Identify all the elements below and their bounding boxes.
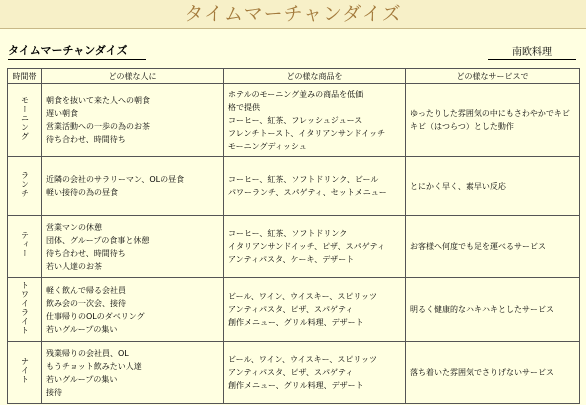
product-line: 創作メニュー、グリル料理、デザート [228,318,364,327]
people-line: 飲み会の一次会、接待 [46,298,126,308]
time-cell [8,84,42,157]
people-line: 待ち合わせ、時間待ち [46,135,126,144]
people-line: 団体、グループの食事と休憩 [46,235,150,245]
product-line: アンティパスタ、ピザ、スパゲティ [228,368,354,377]
people-line: もうチョット飲みたい人達 [46,361,142,371]
title-bar [0,0,586,29]
service-cell [406,278,580,342]
products-cell [224,278,406,342]
product-line: モーニングディッシュ [228,141,307,151]
products-cell [224,157,406,216]
service-text: 明るく健康的なハキハキとしたサービス [410,305,554,314]
service-text: とにかく早く、素早い反応 [410,181,506,191]
time-cell [8,278,42,342]
product-line: アンティパスタ、ピザ、スパゲティ [228,305,354,314]
product-line: コーヒー、紅茶、フレッシュジュース [228,115,363,125]
people-line: 接待 [46,387,62,397]
time-label: トワイライト [20,280,30,335]
people-line: 若いグループの集い [46,324,118,334]
service-text: ゆったりした雰囲気の中にもさわやかでキビキビ（はつらつ）とした動作 [410,109,570,131]
service-cell [406,342,580,404]
service-text: お客様へ何度でも足を運べるサービス [410,242,546,251]
table-row [8,216,580,278]
time-cell [8,216,42,278]
product-line: コーヒー、紅茶、ソフトドリンク、ビール [228,175,379,184]
products-cell [224,342,406,404]
people-cell [42,216,224,278]
product-line: ビール、ワイン、ウイスキー、スピリッツ [228,292,378,301]
people-line: 営業マンの休憩 [46,222,102,232]
table-row [8,342,580,404]
header-time: 時間帯 [8,69,42,84]
product-line: 格で提供 [228,102,260,112]
table-header-row [8,69,580,84]
table-row [8,157,580,216]
product-line: コーヒー、紅茶、ソフトドリンク [228,229,348,238]
header-service: どの様なサービスで [406,69,580,84]
product-line: アンティパスタ、ケーキ、デザート [228,255,355,264]
people-line: 待ち合わせ、時間待ち [46,248,126,258]
people-cell [42,84,224,157]
people-line: 軽い接待の為の昼食 [46,188,118,197]
people-line: 軽く飲んで帰る会社員 [46,285,126,295]
product-line: ホテルのモーニング並みの商品を低価 [228,89,364,99]
time-label: ティー [20,231,30,258]
table-row [8,84,580,157]
time-cell [8,157,42,216]
time-cell [8,342,42,404]
people-cell [42,157,224,216]
people-line: 若い人達のお茶 [46,261,102,271]
service-text: 落ち着いた雰囲気でさりげないサービス [410,368,554,377]
people-line: 営業活動への一歩の為のお茶 [46,122,150,131]
product-line: パワーランチ、スパゲティ、セットメニュー [228,188,387,197]
page-title: タイムマーチャンダイズ [184,3,402,25]
product-line: 創作メニュー、グリル料理、デザート [228,381,364,390]
people-line: 遅い朝食 [46,109,78,118]
product-line: ビール、ワイン、ウイスキー、スピリッツ [228,355,378,364]
service-cell [406,84,580,157]
product-line: イタリアンサンドイッチ、ピザ、スパゲティ [228,242,385,251]
products-cell [224,216,406,278]
header-people: どの様な人に [42,69,224,84]
people-line: 近隣の会社のサラリーマン、OLの昼食 [46,175,185,184]
product-line: フレンチトースト、イタリアンサンドイッチ [228,128,386,138]
people-cell [42,342,224,404]
header-products: どの様な商品を [224,69,406,84]
service-cell [406,157,580,216]
table-row [8,278,580,342]
people-line: 残業帰りの会社員、OL [46,348,129,358]
service-cell [406,216,580,278]
category-label: 南欧料理 [488,46,576,60]
people-line: 若いグループの集い [46,374,118,384]
time-label: ランチ [20,170,30,198]
people-line: 仕事帰りのOLのダベリング [46,311,145,321]
products-cell [224,84,406,157]
section-heading: タイムマーチャンダイズ [8,44,146,60]
people-cell [42,278,224,342]
time-label: モーニング [20,95,30,141]
people-line: 朝食を抜いて来た人への朝食 [46,96,150,105]
time-label: ナイト [20,357,30,384]
merchandise-table [7,68,580,404]
